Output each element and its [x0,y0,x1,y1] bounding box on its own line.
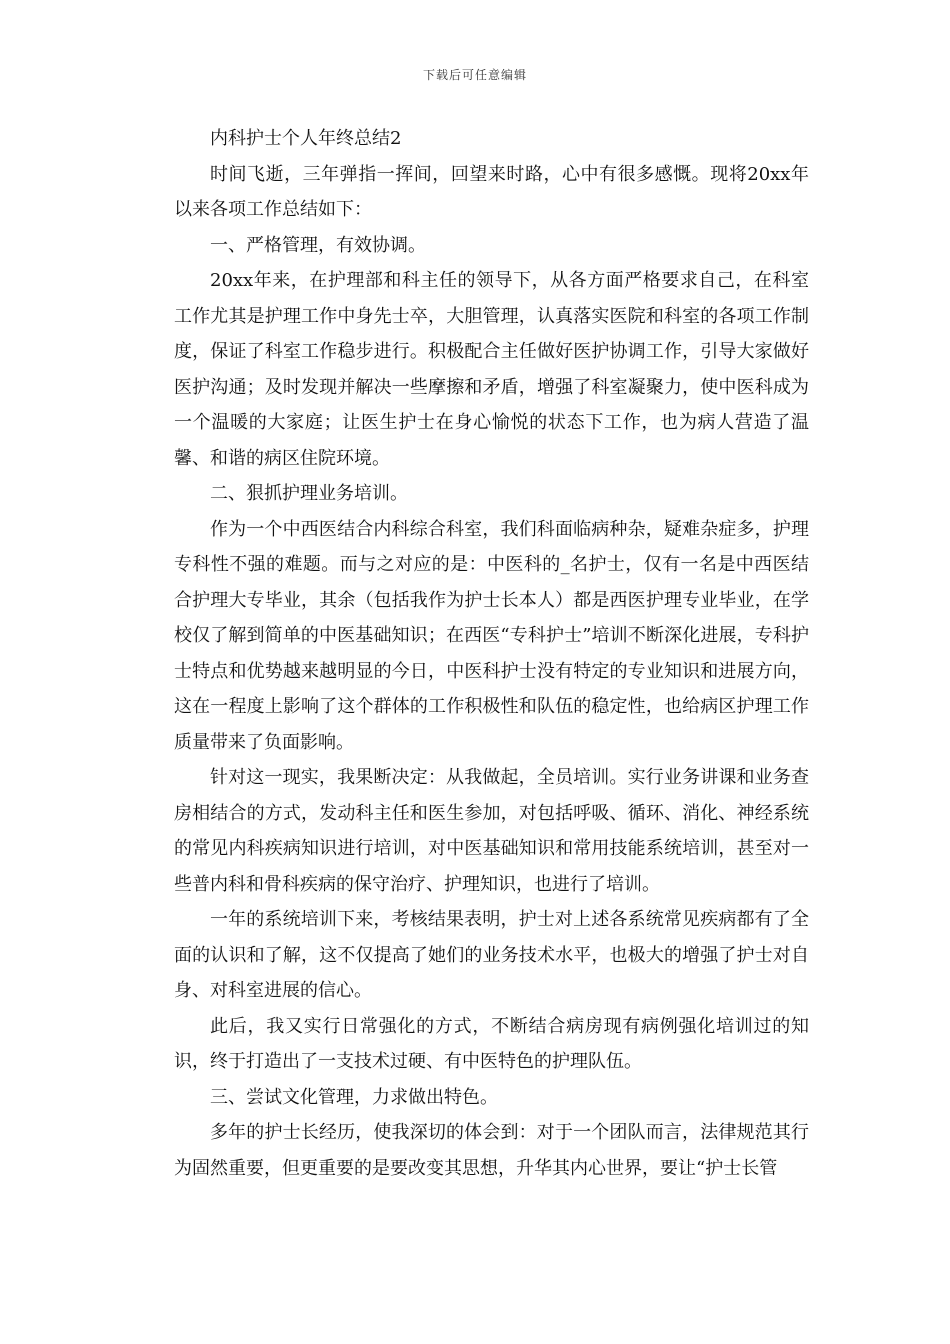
section-title: 内科护士个人年终总结2 [210,128,402,149]
page-header: 下载后可任意编辑 [422,68,527,82]
paragraph: 此后，我又实行日常强化的方式，不断结合病房现有病例强化培训过的知识，终于打造出了一支技术过硬、有中医特色的护理队伍。 [174,1015,809,1072]
paragraph: 一年的系统培训下来，考核结果表明，护士对上述各系统常见疾病都有了全面的认识和了解，这不仅提高了她们的业务技术水平，也极大的增强了护士对自身、对科室进展的信心。 [174,909,809,1001]
document-body [174,121,809,1186]
section-heading: 二、狠抓护理业务培训。 [210,483,408,504]
paragraph: 时间飞逝，三年弹指一挥间，回望来时路，心中有很多感慨。现将20xx年以来各项工作总结如下： [174,163,809,220]
paragraph: 多年的护士长经历，使我深切的体会到：对于一个团队而言，法律规范其行为固然重要，但更重要的是要改变其思想，升华其内心世界，要让“护士长管 [174,1122,809,1179]
paragraph: 作为一个中西医结合内科综合科室，我们科面临病种杂，疑难杂症多，护理专科性不强的难题。而与之对应的是：中医科的_名护士，仅有一名是中西医结合护理大专毕业，其余（包括我作为护士长本人）都是西医护理专业毕业，在学校仅了解到简单的中医基础知识；在西医“专科护士”培训不断深化进展，专科护士特点和优势越来越明显的今日，中医科护士没有特定的专业知识和进展方向，这在一程度上影响了这个群体的工作积极性和队伍的稳定性，也给病区护理工作质量带来了负面影响。 [174,518,809,753]
section-heading: 一、严格管理，有效协调。 [210,234,426,256]
paragraph: 20xx年来，在护理部和科主任的领导下，从各方面严格要求自己，在科室工作尤其是护理工作中身先士卒，大胆管理，认真落实医院和科室的各项工作制度，保证了科室工作稳步进行。积极配合主任做好医护协调工作，引导大家做好医护沟通；及时发现并解决一些摩擦和矛盾，增强了科室凝聚力，使中医科成为一个温暖的大家庭；让医生护士在身心愉悦的状态下工作，也为病人营造了温馨、和谐的病区住院环境。 [174,270,809,469]
paragraph: 针对这一现实，我果断决定：从我做起，全员培训。实行业务讲课和业务查房相结合的方式，发动科主任和医生参加，对包括呼吸、循环、消化、神经系统的常见内科疾病知识进行培训，对中医基础知识和常用技能系统培训，甚至对一些普内科和骨科疾病的保守治疗、护理知识，也进行了培训。 [174,767,809,895]
section-heading: 三、尝试文化管理，力求做出特色。 [210,1086,498,1108]
